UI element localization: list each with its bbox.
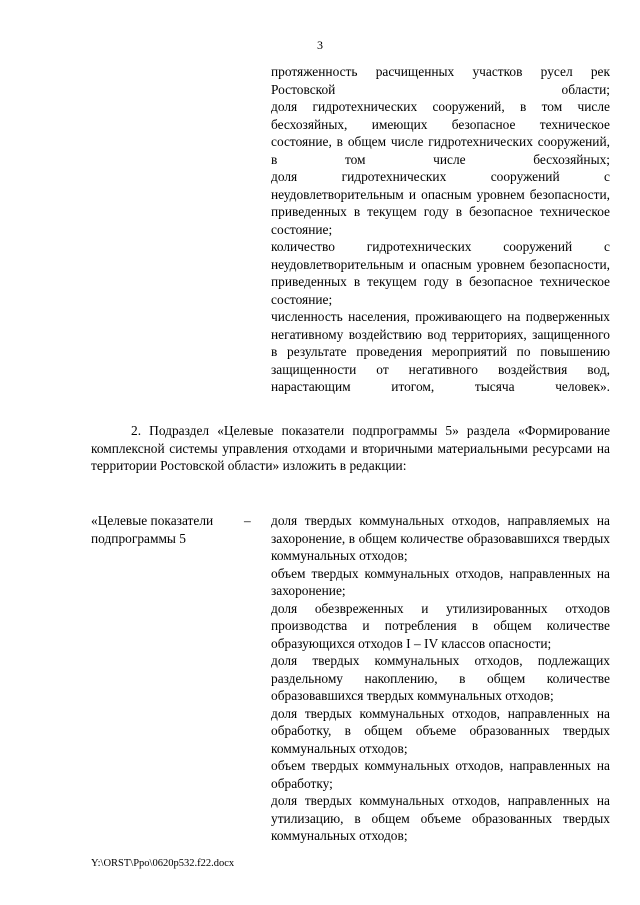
page-number: 3 (317, 38, 323, 52)
list-item: объем твердых коммунальных отходов, направленных на захоронение; (271, 565, 610, 598)
list-item: доля твердых коммунальных отходов, направленных на обработку, в общем объеме образованных твердых коммунальных отходов; (271, 705, 610, 756)
label-dash: – (244, 513, 251, 528)
section-label: «Целевые показатели подпрограммы 5 (91, 513, 214, 546)
list-item: доля гидротехнических сооружений с неудовлетворительным и опасным уровнем безопасности, приведенных в текущем году в безопасное техническое состояние; (271, 169, 610, 237)
bottom-indicator-list (271, 512, 610, 845)
list-item: доля твердых коммунальных отходов, подлежащих раздельному накоплению, в общем количестве образовавшихся твердых коммунальных отходов; (271, 653, 610, 703)
list-item: численность населения, проживающего на подверженных негативному воздействию вод территориях, защищенного в результате проведения мероприятий по повышению защищенности от негативного воздействия вод, нарастающим итогом, тысяча человек». (271, 309, 610, 394)
top-indicator-list (271, 63, 610, 396)
amendment-paragraph: 2. Подраздел «Целевые показатели подпрограммы 5» раздела «Формирование комплексной системы управления отходами и вторичными материальными ресурсами на территории Ростовской области» изложить в редакции: (91, 423, 610, 473)
list-item: доля твердых коммунальных отходов, направляемых на захоронение, в общем количестве образовавшихся твердых коммунальных отходов; (271, 513, 610, 563)
list-item: объем твердых коммунальных отходов, направленных на обработку; (271, 758, 610, 791)
list-item: количество гидротехнических сооружений с неудовлетворительным и опасным уровнем безопасности, приведенных в текущем году в безопасное техническое состояние; (271, 239, 610, 307)
list-item: доля твердых коммунальных отходов, направленных на утилизацию, в общем объеме образованных твердых коммунальных отходов; (271, 793, 610, 843)
list-item: доля гидротехнических сооружений, в том числе бесхозяйных, имеющих безопасное техническое состояние, в общем числе гидротехнических сооружений, в том числе бесхозяйных; (271, 99, 610, 167)
list-item: протяженность расчищенных участков русел рек Ростовской области; (271, 64, 610, 97)
list-item: доля обезвреженных и утилизированных отходов производства и потребления в общем количестве образующихся отходов I – IV классов опасности; (271, 600, 610, 651)
file-path-footer: Y:\ORST\Ppo\0620p532.f22.docx (91, 858, 235, 869)
